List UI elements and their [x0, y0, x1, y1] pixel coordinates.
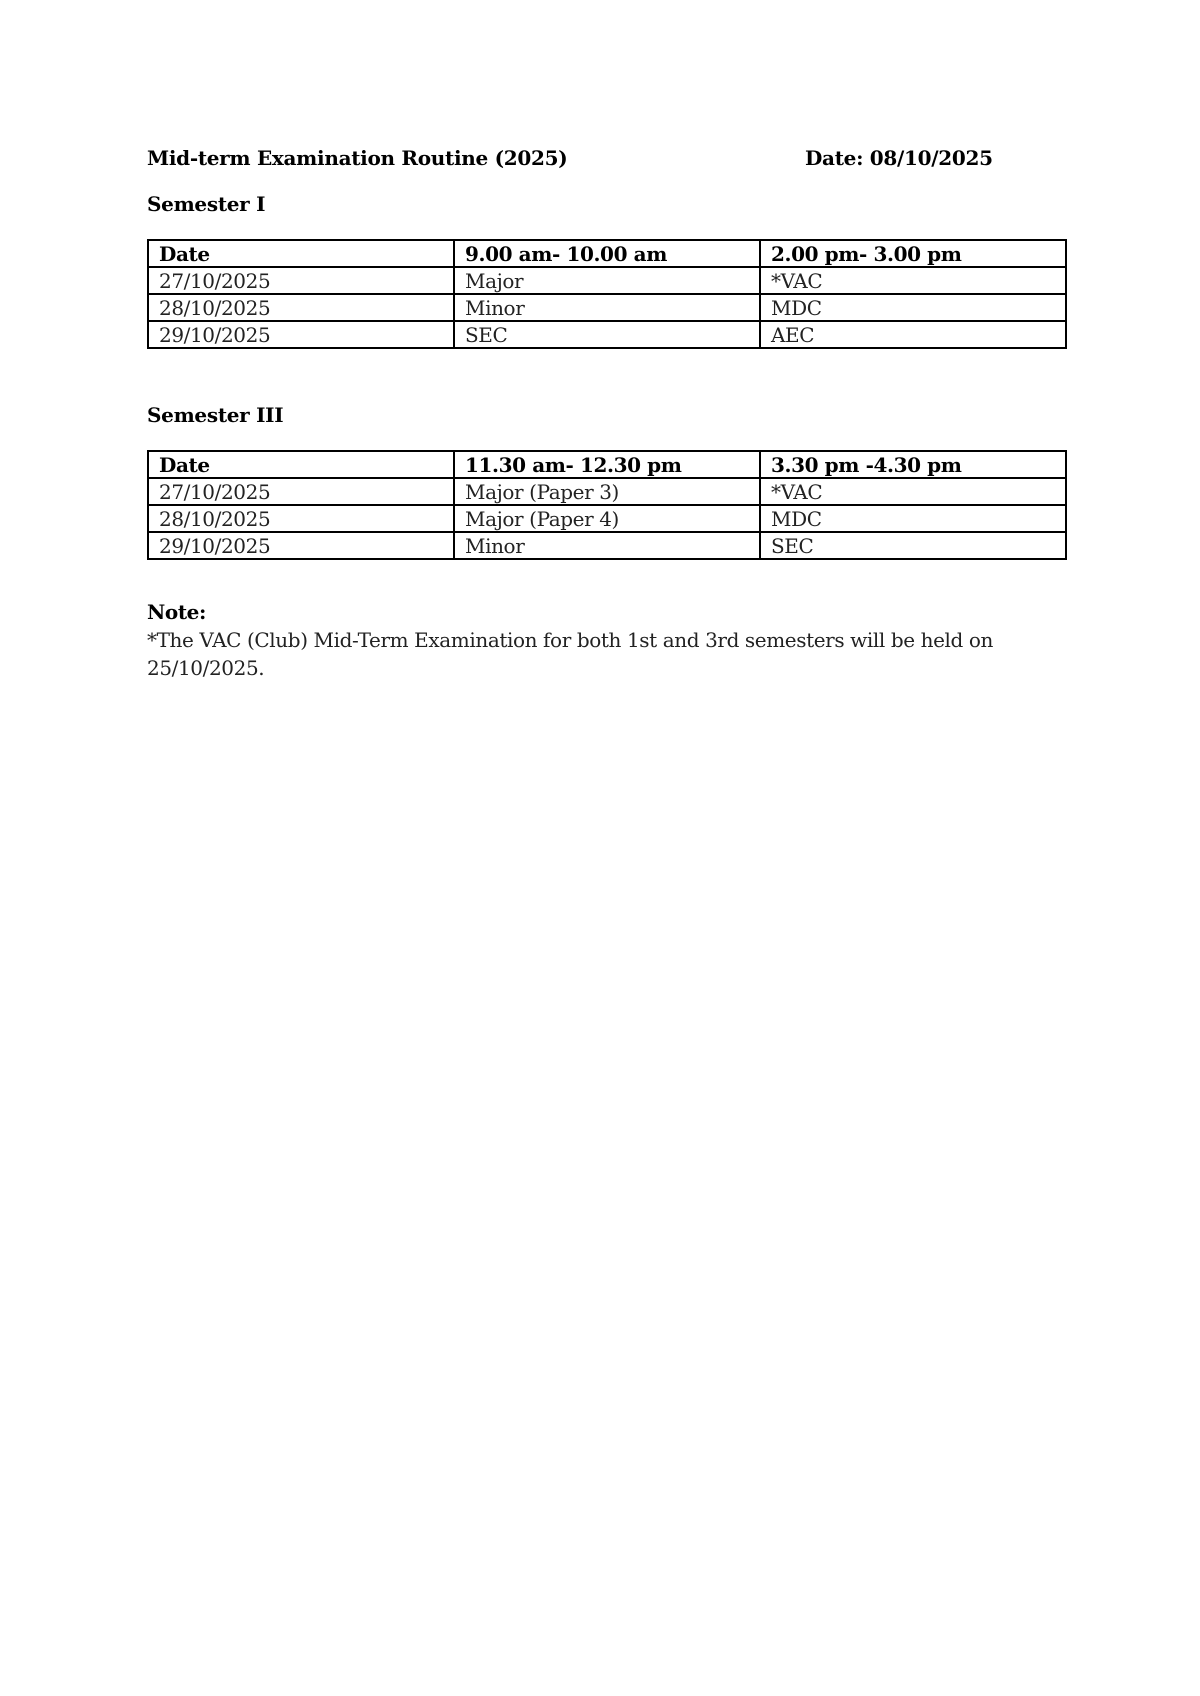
row-afternoon-paper: SEC	[760, 532, 1066, 559]
row-date: 28/10/2025	[148, 505, 454, 532]
table-header-row	[148, 451, 1066, 478]
table-row	[148, 267, 1066, 294]
header-morning-slot: 11.30 am- 12.30 pm	[454, 451, 760, 478]
semester-1-table	[147, 239, 1067, 349]
document-header	[147, 146, 1067, 176]
row-date: 27/10/2025	[148, 478, 454, 505]
table-row	[148, 294, 1066, 321]
header-afternoon-slot: 3.30 pm -4.30 pm	[760, 451, 1066, 478]
table-row	[148, 478, 1066, 505]
note-text: *The VAC (Club) Mid-Term Examination for both 1st and 3rd semesters will be held on 25/10/2025.	[147, 628, 994, 680]
row-date: 28/10/2025	[148, 294, 454, 321]
row-morning-paper: Major (Paper 3)	[454, 478, 760, 505]
row-afternoon-paper: *VAC	[760, 267, 1066, 294]
row-date: 29/10/2025	[148, 321, 454, 348]
row-date: 29/10/2025	[148, 532, 454, 559]
table-row	[148, 532, 1066, 559]
row-morning-paper: SEC	[454, 321, 760, 348]
header-morning-slot: 9.00 am- 10.00 am	[454, 240, 760, 267]
row-morning-paper: Major	[454, 267, 760, 294]
row-date: 27/10/2025	[148, 267, 454, 294]
header-date: Date	[148, 451, 454, 478]
header-date: Date	[148, 240, 454, 267]
header-afternoon-slot: 2.00 pm- 3.00 pm	[760, 240, 1066, 267]
semester-1-title: Semester I	[147, 192, 266, 216]
document-title: Mid-term Examination Routine (2025)	[147, 146, 568, 170]
table-header-row	[148, 240, 1066, 267]
table-row	[148, 505, 1066, 532]
note-section	[147, 598, 1047, 682]
row-afternoon-paper: MDC	[760, 294, 1066, 321]
semester-3-table	[147, 450, 1067, 560]
note-label: Note:	[147, 600, 206, 624]
document-date: Date: 08/10/2025	[805, 146, 993, 170]
row-afternoon-paper: *VAC	[760, 478, 1066, 505]
row-afternoon-paper: AEC	[760, 321, 1066, 348]
table-row	[148, 321, 1066, 348]
semester-3-title: Semester III	[147, 403, 284, 427]
row-afternoon-paper: MDC	[760, 505, 1066, 532]
row-morning-paper: Major (Paper 4)	[454, 505, 760, 532]
row-morning-paper: Minor	[454, 532, 760, 559]
row-morning-paper: Minor	[454, 294, 760, 321]
